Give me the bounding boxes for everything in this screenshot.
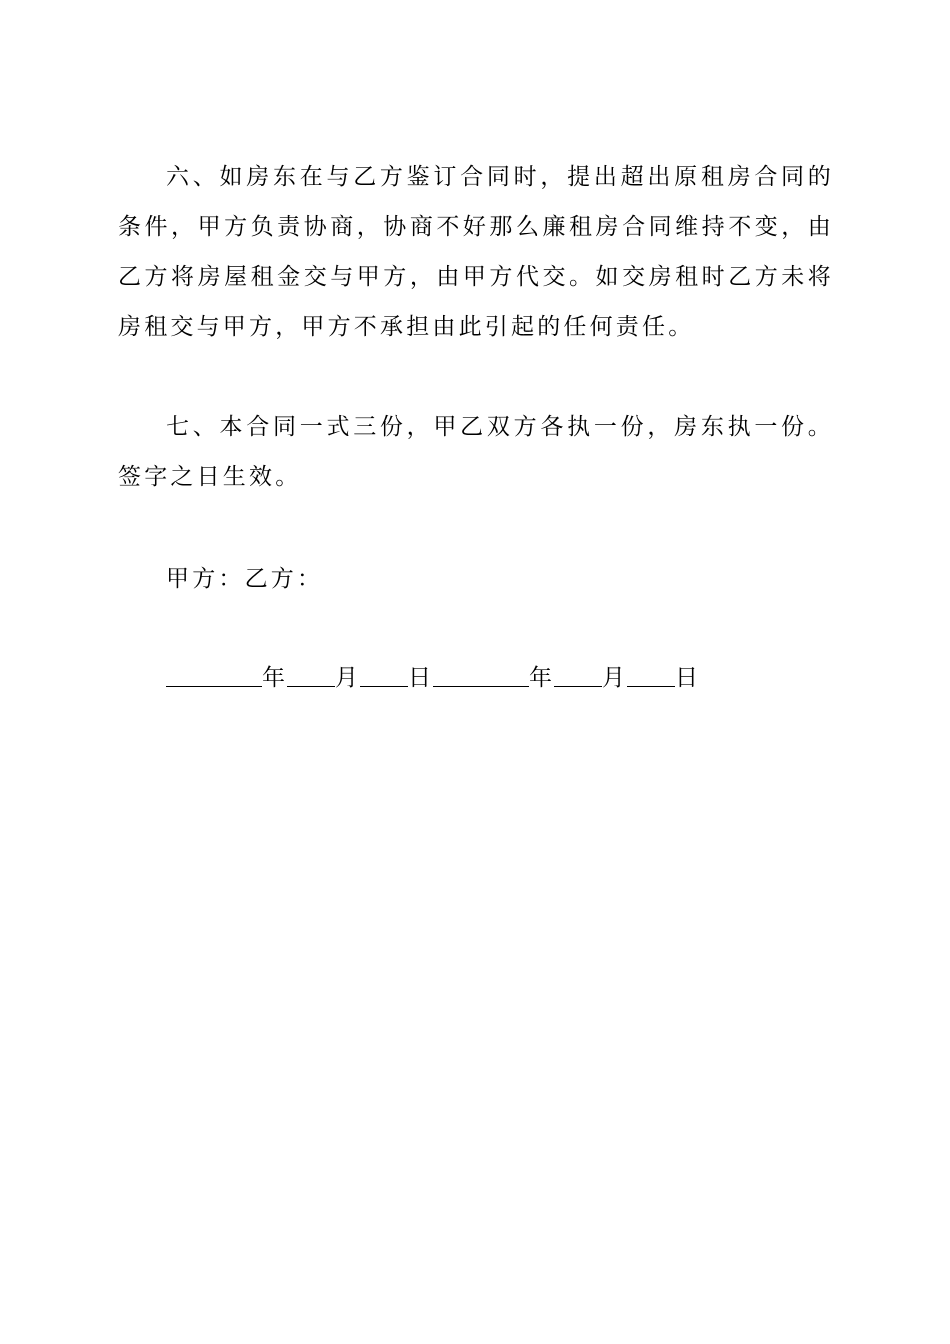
date-blank-day-a <box>360 664 408 687</box>
date-blank-month-b <box>554 664 602 687</box>
date-label-month-a: 月 <box>335 665 360 691</box>
date-blank-year-a <box>166 664 262 687</box>
date-blank-year-b <box>433 664 529 687</box>
date-label-day-b: 日 <box>675 665 700 691</box>
clause-six-paragraph: 六、如房东在与乙方鉴订合同时，提出超出原租房合同的条件，甲方负责协商，协商不好那么廉租房合同维持不变，由乙方将房屋租金交与甲方，由甲方代交。如交房租时乙方未将房租交与甲方，甲方不承担由此引起的任何责任。 <box>118 164 834 340</box>
date-label-month-b: 月 <box>602 665 627 691</box>
date-label-year-a: 年 <box>262 665 287 691</box>
date-label-year-b: 年 <box>529 665 554 691</box>
date-blank-day-b <box>627 664 675 687</box>
signature-parties-line: 甲方：乙方： <box>166 566 324 592</box>
signature-date-line <box>166 653 700 703</box>
clause-seven-paragraph: 七、本合同一式三份，甲乙双方各执一份，房东执一份。签字之日生效。 <box>118 414 834 490</box>
date-label-day-a: 日 <box>408 665 433 691</box>
date-blank-month-a <box>287 664 335 687</box>
